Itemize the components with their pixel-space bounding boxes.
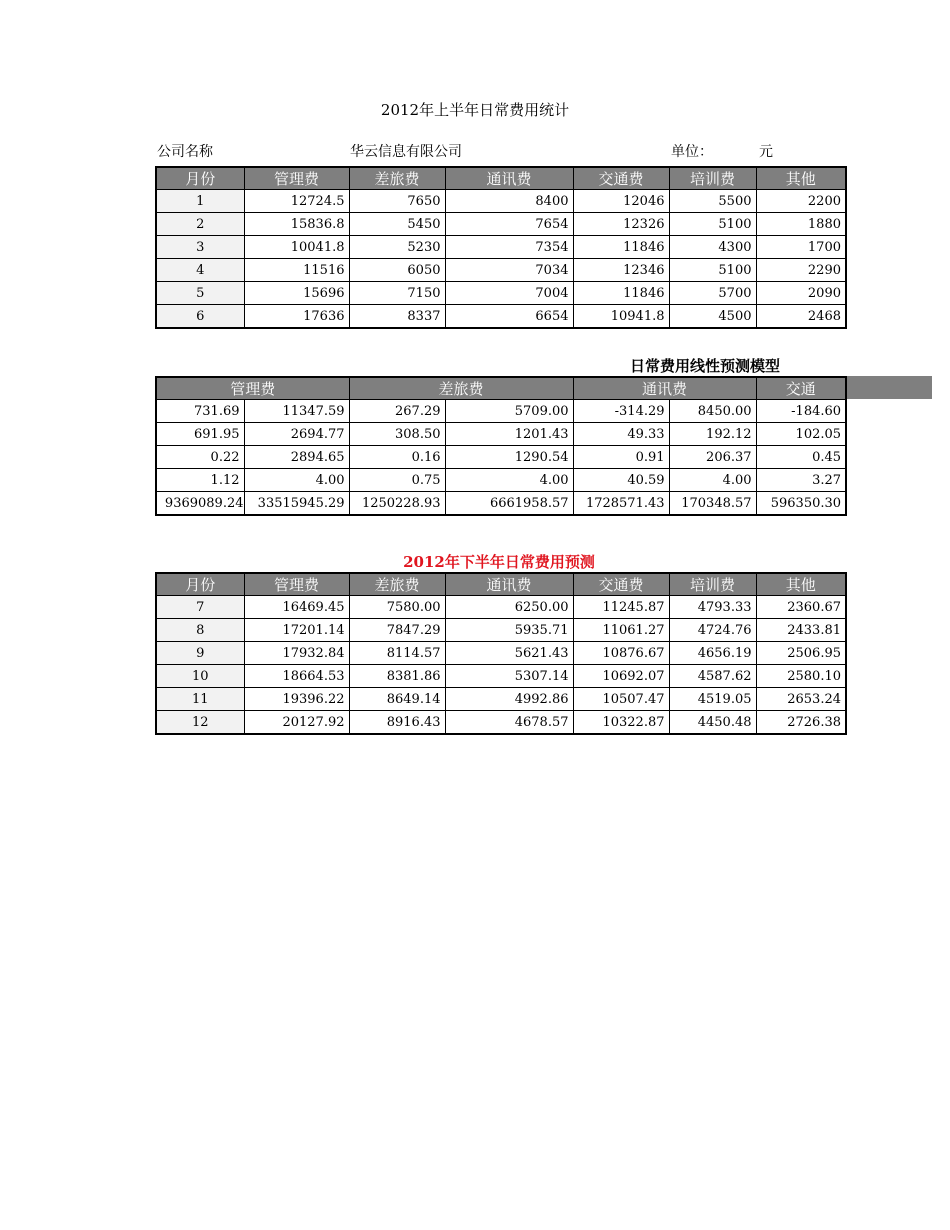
cell[interactable]: 49.33 (573, 423, 669, 446)
cell[interactable]: 2468 (756, 305, 846, 329)
cell[interactable]: 6654 (445, 305, 573, 329)
header-management: 管理费 (244, 167, 349, 190)
cell[interactable]: 731.69 (156, 400, 244, 423)
cell[interactable]: 0.45 (756, 446, 846, 469)
cell[interactable]: 7004 (445, 282, 573, 305)
cell[interactable]: 7150 (349, 282, 445, 305)
header-transport: 交通费 (573, 573, 669, 596)
cell[interactable]: 8450.00 (669, 400, 756, 423)
cell[interactable]: 596350.30 (756, 492, 846, 516)
cell[interactable]: 102.05 (756, 423, 846, 446)
cell[interactable]: 8400 (445, 190, 573, 213)
header-month: 月份 (156, 573, 244, 596)
cell[interactable]: 206.37 (669, 446, 756, 469)
company-name: 华云信息有限公司 (350, 144, 462, 160)
cell[interactable]: 12346 (573, 259, 669, 282)
table-row (156, 305, 846, 329)
forecast-table (155, 572, 847, 735)
header-management: 管理费 (156, 377, 349, 400)
cell[interactable]: 12046 (573, 190, 669, 213)
cell[interactable]: 1700 (756, 236, 846, 259)
cell[interactable]: 2433.81 (756, 619, 846, 642)
header-training: 培训费 (669, 167, 756, 190)
header-month: 月份 (156, 167, 244, 190)
cell[interactable]: 4992.86 (445, 688, 573, 711)
cell[interactable]: 4678.57 (445, 711, 573, 735)
cell[interactable]: 40.59 (573, 469, 669, 492)
cell[interactable]: 8649.14 (349, 688, 445, 711)
cell[interactable]: 15696 (244, 282, 349, 305)
table-row (156, 259, 846, 282)
cell[interactable]: 308.50 (349, 423, 445, 446)
cell[interactable]: 2653.24 (756, 688, 846, 711)
cell-month[interactable]: 8 (156, 619, 244, 642)
cell[interactable]: 1290.54 (445, 446, 573, 469)
cell[interactable]: 0.75 (349, 469, 445, 492)
cell-month[interactable]: 11 (156, 688, 244, 711)
table-row (156, 446, 846, 469)
cell[interactable]: 4.00 (669, 469, 756, 492)
table-header-row (156, 167, 846, 190)
cell[interactable]: 17636 (244, 305, 349, 329)
cell-month[interactable]: 6 (156, 305, 244, 329)
cell[interactable]: -184.60 (756, 400, 846, 423)
table-row (156, 423, 846, 446)
cell[interactable]: 11846 (573, 282, 669, 305)
cell[interactable]: 33515945.29 (244, 492, 349, 516)
cell[interactable]: 17932.84 (244, 642, 349, 665)
cell[interactable]: 2090 (756, 282, 846, 305)
cell[interactable]: 7847.29 (349, 619, 445, 642)
cell[interactable]: 4450.48 (669, 711, 756, 735)
table-row (156, 282, 846, 305)
cell[interactable]: 10507.47 (573, 688, 669, 711)
cell[interactable]: 6661958.57 (445, 492, 573, 516)
cell-month[interactable]: 12 (156, 711, 244, 735)
cell[interactable]: 5709.00 (445, 400, 573, 423)
cell[interactable]: 5935.71 (445, 619, 573, 642)
cell[interactable]: 15836.8 (244, 213, 349, 236)
cell[interactable]: 6250.00 (445, 596, 573, 619)
cell[interactable]: 1728571.43 (573, 492, 669, 516)
header-transport-truncated: 交通 (756, 377, 846, 400)
cell[interactable]: 6050 (349, 259, 445, 282)
cell[interactable]: 7654 (445, 213, 573, 236)
header-training: 培训费 (669, 573, 756, 596)
table-row (156, 492, 846, 516)
table-header-row (156, 377, 846, 400)
cell[interactable]: 12326 (573, 213, 669, 236)
cell[interactable]: 11846 (573, 236, 669, 259)
cell[interactable]: 4793.33 (669, 596, 756, 619)
cell[interactable]: 2726.38 (756, 711, 846, 735)
cell[interactable]: 691.95 (156, 423, 244, 446)
table-row (156, 469, 846, 492)
header-transport: 交通费 (573, 167, 669, 190)
cell[interactable]: 11061.27 (573, 619, 669, 642)
cell[interactable]: 19396.22 (244, 688, 349, 711)
cell[interactable]: 1201.43 (445, 423, 573, 446)
unit-value: 元 (759, 144, 773, 160)
cell[interactable]: 4656.19 (669, 642, 756, 665)
header-other: 其他 (756, 573, 846, 596)
cell[interactable]: 11245.87 (573, 596, 669, 619)
table-header-row (156, 573, 846, 596)
cell[interactable]: 192.12 (669, 423, 756, 446)
cell[interactable]: 11347.59 (244, 400, 349, 423)
cell[interactable]: 5230 (349, 236, 445, 259)
cell[interactable]: 10322.87 (573, 711, 669, 735)
cell[interactable]: 8114.57 (349, 642, 445, 665)
cell[interactable]: 2200 (756, 190, 846, 213)
cell[interactable]: 4724.76 (669, 619, 756, 642)
company-label: 公司名称 (157, 144, 213, 160)
cell[interactable]: 0.91 (573, 446, 669, 469)
model-title: 日常费用线性预测模型 (630, 357, 781, 375)
table-row (156, 642, 846, 665)
table-row (156, 236, 846, 259)
cell[interactable]: 1.12 (156, 469, 244, 492)
table-row (156, 711, 846, 735)
cell[interactable]: 7354 (445, 236, 573, 259)
cell[interactable]: 8381.86 (349, 665, 445, 688)
cell[interactable]: 8916.43 (349, 711, 445, 735)
unit-label: 单位： (671, 144, 713, 160)
cell[interactable]: 0.22 (156, 446, 244, 469)
cell[interactable]: 5621.43 (445, 642, 573, 665)
cell-month[interactable]: 10 (156, 665, 244, 688)
cell[interactable]: 2580.10 (756, 665, 846, 688)
cell[interactable]: 10941.8 (573, 305, 669, 329)
cell[interactable]: 5450 (349, 213, 445, 236)
cell[interactable]: 7650 (349, 190, 445, 213)
cell[interactable]: 4.00 (445, 469, 573, 492)
table-row (156, 596, 846, 619)
header-travel: 差旅费 (349, 573, 445, 596)
table-row (156, 400, 846, 423)
cell[interactable]: 20127.92 (244, 711, 349, 735)
header-communication: 通讯费 (573, 377, 756, 400)
header-travel: 差旅费 (349, 377, 573, 400)
cell[interactable]: 4.00 (244, 469, 349, 492)
cell[interactable]: 2894.65 (244, 446, 349, 469)
cell[interactable]: 2506.95 (756, 642, 846, 665)
cell[interactable]: 2360.67 (756, 596, 846, 619)
cell[interactable]: 9369089.24 (156, 492, 244, 516)
cell[interactable]: 18664.53 (244, 665, 349, 688)
first-half-table (155, 166, 847, 329)
cell[interactable]: 2694.77 (244, 423, 349, 446)
cell[interactable]: 5100 (669, 213, 756, 236)
cell[interactable]: 17201.14 (244, 619, 349, 642)
table-row (156, 213, 846, 236)
cell[interactable]: 1880 (756, 213, 846, 236)
cell[interactable]: 3.27 (756, 469, 846, 492)
cell[interactable]: 7034 (445, 259, 573, 282)
cell-month[interactable]: 5 (156, 282, 244, 305)
cell[interactable]: 4519.05 (669, 688, 756, 711)
table-row (156, 190, 846, 213)
header-management: 管理费 (244, 573, 349, 596)
cell-month[interactable]: 7 (156, 596, 244, 619)
cell[interactable]: 4300 (669, 236, 756, 259)
table-row (156, 688, 846, 711)
table-row (156, 619, 846, 642)
header-communication: 通讯费 (445, 573, 573, 596)
cell[interactable]: 10692.07 (573, 665, 669, 688)
cell[interactable]: 5500 (669, 190, 756, 213)
cell[interactable]: 11516 (244, 259, 349, 282)
cell[interactable]: 16469.45 (244, 596, 349, 619)
cell[interactable]: -314.29 (573, 400, 669, 423)
cell[interactable]: 1250228.93 (349, 492, 445, 516)
cell[interactable]: 10876.67 (573, 642, 669, 665)
cell[interactable]: 8337 (349, 305, 445, 329)
header-communication: 通讯费 (445, 167, 573, 190)
cell[interactable]: 170348.57 (669, 492, 756, 516)
cell[interactable]: 10041.8 (244, 236, 349, 259)
model-header-overflow (845, 376, 932, 399)
cell[interactable]: 7580.00 (349, 596, 445, 619)
cell[interactable]: 5100 (669, 259, 756, 282)
cell[interactable]: 5307.14 (445, 665, 573, 688)
cell-month[interactable]: 4 (156, 259, 244, 282)
cell-month[interactable]: 1 (156, 190, 244, 213)
header-other: 其他 (756, 167, 846, 190)
table-row (156, 665, 846, 688)
cell[interactable]: 4587.62 (669, 665, 756, 688)
sheet-title: 2012年上半年日常费用统计 (380, 101, 570, 119)
cell[interactable]: 12724.5 (244, 190, 349, 213)
cell[interactable]: 5700 (669, 282, 756, 305)
cell[interactable]: 4500 (669, 305, 756, 329)
cell[interactable]: 0.16 (349, 446, 445, 469)
cell[interactable]: 2290 (756, 259, 846, 282)
linear-model-table (155, 376, 847, 516)
cell-month[interactable]: 3 (156, 236, 244, 259)
cell-month[interactable]: 9 (156, 642, 244, 665)
cell[interactable]: 267.29 (349, 400, 445, 423)
cell-month[interactable]: 2 (156, 213, 244, 236)
forecast-title: 2012年下半年日常费用预测 (403, 553, 595, 571)
header-travel: 差旅费 (349, 167, 445, 190)
